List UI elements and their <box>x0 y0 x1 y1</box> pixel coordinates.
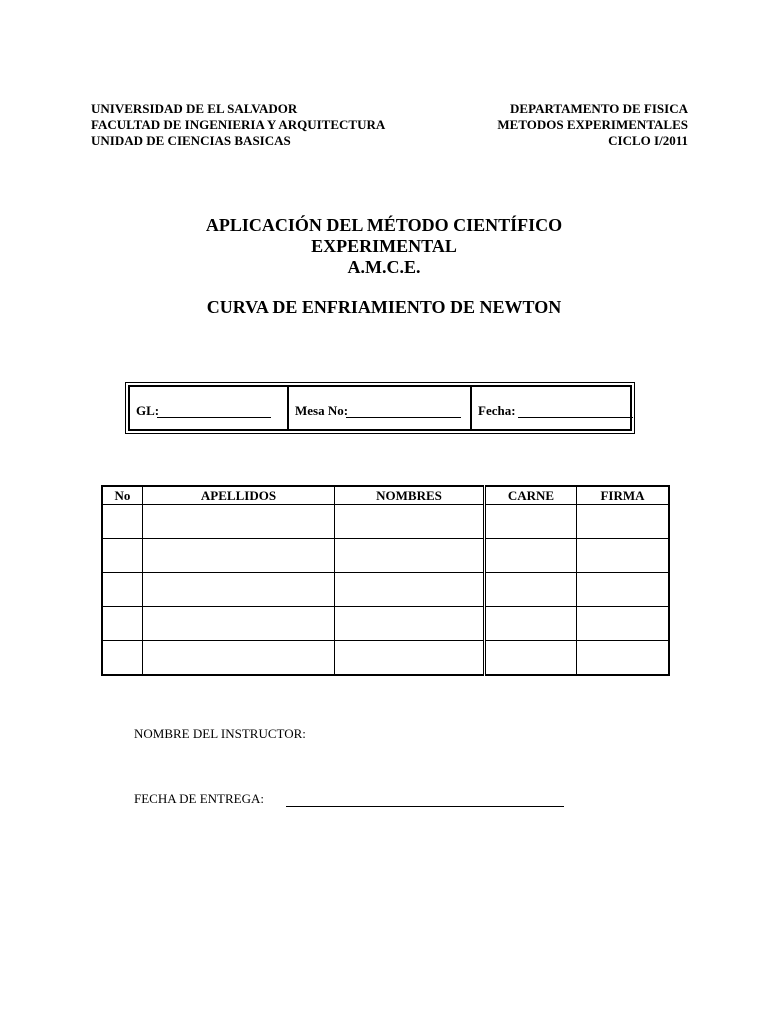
table-header-row <box>102 486 669 505</box>
title-spacer <box>0 278 768 297</box>
cell-carne[interactable] <box>485 573 577 607</box>
cell-no[interactable] <box>102 641 143 676</box>
instructor-label: NOMBRE DEL INSTRUCTOR: <box>134 726 306 741</box>
cell-apellidos[interactable] <box>143 539 335 573</box>
cell-apellidos[interactable] <box>143 505 335 539</box>
cell-apellidos[interactable] <box>143 607 335 641</box>
gl-blank-line[interactable] <box>157 417 271 418</box>
col-no-header: No <box>102 486 143 505</box>
mesa-label: Mesa No: <box>295 403 349 418</box>
cell-firma[interactable] <box>577 641 670 676</box>
cell-no[interactable] <box>102 539 143 573</box>
cell-no[interactable] <box>102 505 143 539</box>
gl-cell <box>130 387 287 429</box>
cell-firma[interactable] <box>577 539 670 573</box>
col-firma-header: FIRMA <box>577 486 670 505</box>
title-line-3: A.M.C.E. <box>347 257 421 277</box>
entrega-blank-line[interactable] <box>286 806 564 807</box>
unit-name: UNIDAD DE CIENCIAS BASICAS <box>91 133 291 148</box>
group-info-box <box>125 382 635 434</box>
table-row <box>102 641 669 676</box>
cell-nombres[interactable] <box>335 607 485 641</box>
table-row <box>102 607 669 641</box>
cell-firma[interactable] <box>577 607 670 641</box>
document-subtitle: CURVA DE ENFRIAMIENTO DE NEWTON <box>206 297 562 317</box>
cell-carne[interactable] <box>485 607 577 641</box>
header-left <box>91 101 385 149</box>
cell-apellidos[interactable] <box>143 573 335 607</box>
cell-nombres[interactable] <box>335 539 485 573</box>
col-nombres-header: NOMBRES <box>335 486 485 505</box>
fecha-cell <box>470 387 630 429</box>
cell-firma[interactable] <box>577 573 670 607</box>
cell-no[interactable] <box>102 607 143 641</box>
cell-carne[interactable] <box>485 641 577 676</box>
department-name: DEPARTAMENTO DE FISICA <box>510 101 688 116</box>
fecha-label: Fecha: <box>478 403 516 418</box>
title-block <box>0 215 768 318</box>
faculty-name: FACULTAD DE INGENIERIA Y ARQUITECTURA <box>91 117 386 132</box>
cell-firma[interactable] <box>577 505 670 539</box>
cell-apellidos[interactable] <box>143 641 335 676</box>
table-row <box>102 505 669 539</box>
student-roster-table <box>101 485 670 676</box>
header-right <box>497 101 688 149</box>
title-line-1: APLICACIÓN DEL MÉTODO CIENTÍFICO <box>205 215 563 235</box>
title-line-2: EXPERIMENTAL <box>311 236 457 256</box>
mesa-blank-line[interactable] <box>346 417 461 418</box>
table-row <box>102 573 669 607</box>
table-row <box>102 539 669 573</box>
cell-nombres[interactable] <box>335 505 485 539</box>
cell-no[interactable] <box>102 573 143 607</box>
gl-label: GL: <box>136 403 160 418</box>
cell-nombres[interactable] <box>335 573 485 607</box>
course-name: METODOS EXPERIMENTALES <box>497 117 688 132</box>
fecha-blank-line[interactable] <box>518 417 633 418</box>
cycle: CICLO I/2011 <box>608 133 688 148</box>
group-info-inner <box>128 385 632 431</box>
cell-carne[interactable] <box>485 539 577 573</box>
entrega-label: FECHA DE ENTREGA: <box>134 791 264 806</box>
cell-carne[interactable] <box>485 505 577 539</box>
cell-nombres[interactable] <box>335 641 485 676</box>
table-body <box>102 505 669 676</box>
university-name: UNIVERSIDAD DE EL SALVADOR <box>91 101 298 116</box>
col-carne-header: CARNE <box>485 486 577 505</box>
col-apellidos-header: APELLIDOS <box>143 486 335 505</box>
mesa-cell <box>287 387 470 429</box>
